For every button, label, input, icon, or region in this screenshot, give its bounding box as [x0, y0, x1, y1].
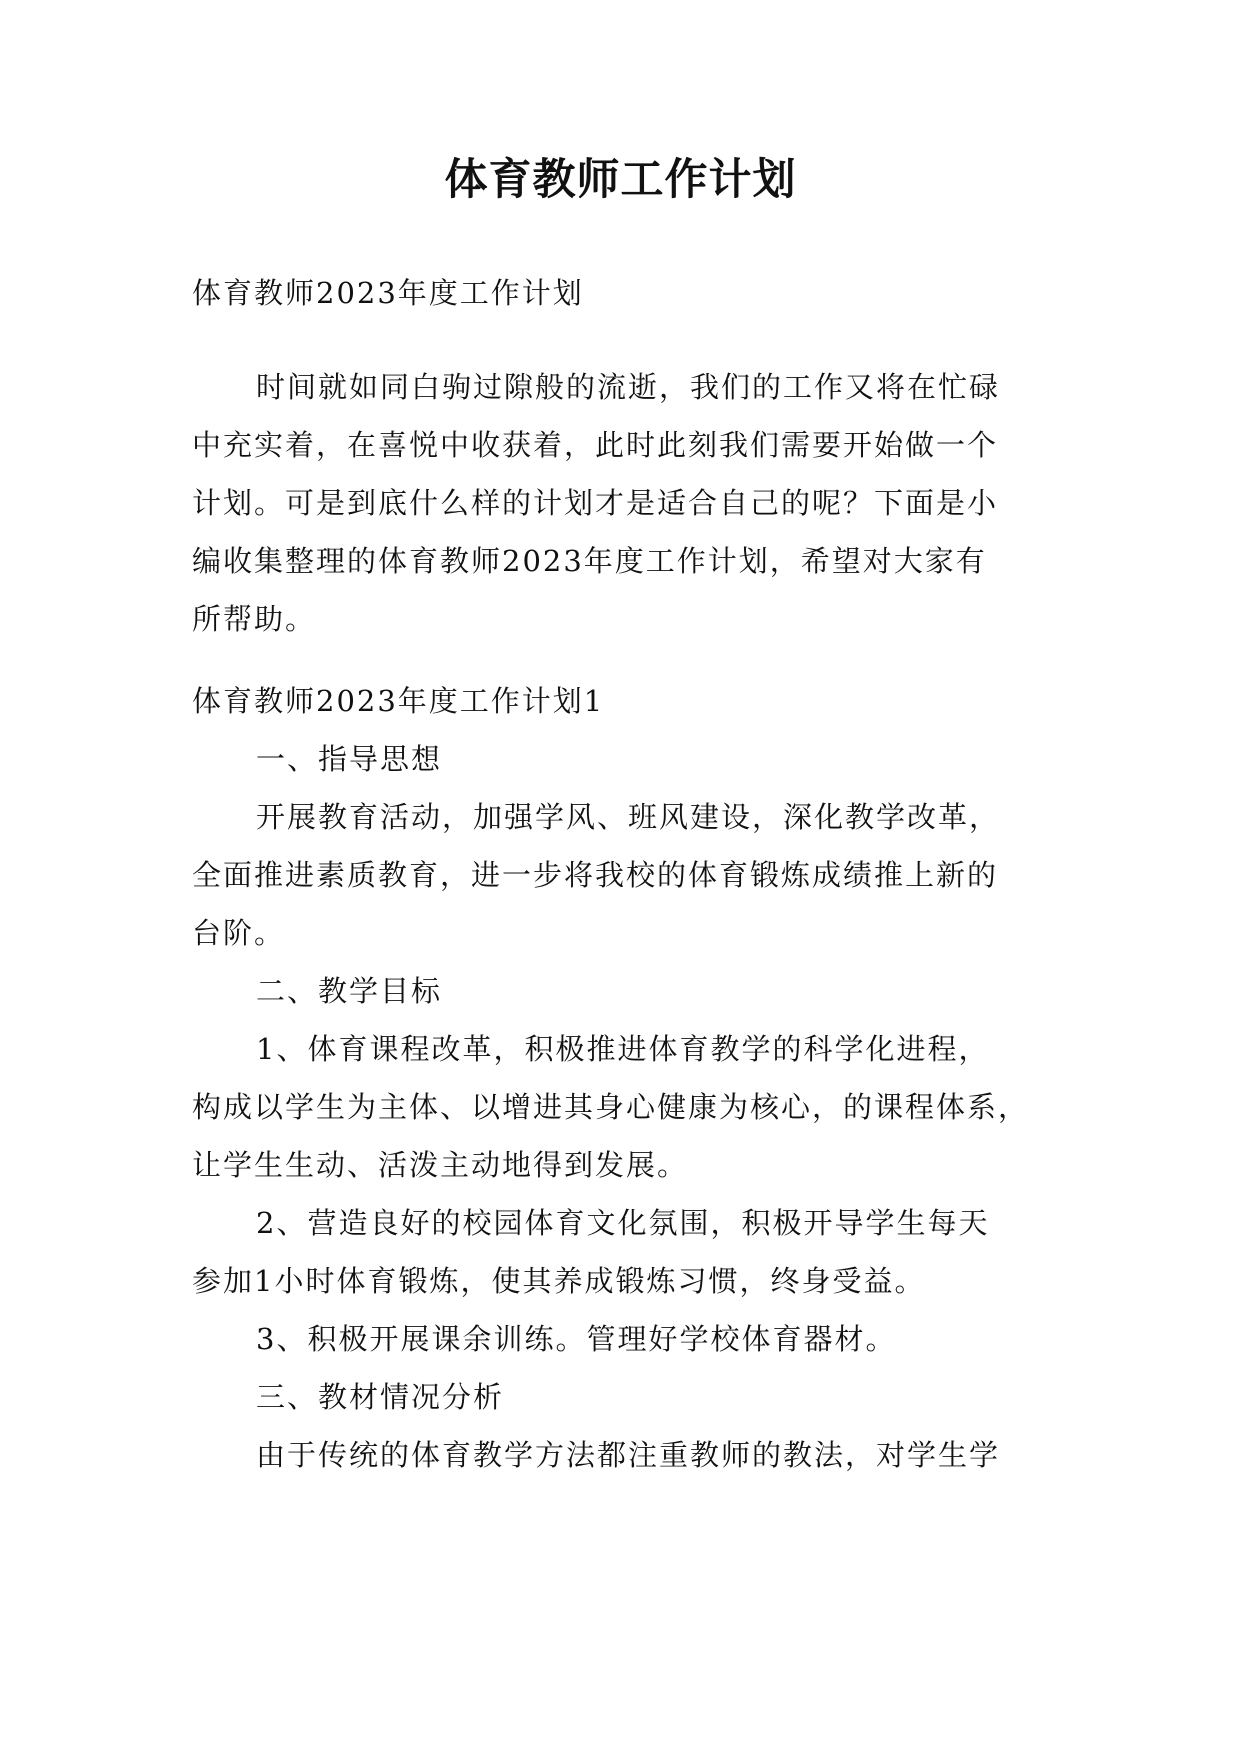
intro-line: 编收集整理的体育教师2023年度工作计划，希望对大家有: [192, 544, 987, 578]
intro-line: 时间就如同白驹过隙般的流逝，我们的工作又将在忙碌: [256, 370, 1001, 404]
heading-guiding-thought: 一、指导思想: [256, 742, 443, 776]
intro-line: 中充实着，在喜悦中收获着，此时此刻我们需要开始做一个: [192, 428, 999, 462]
paragraph-line: 全面推进素质教育，进一步将我校的体育锻炼成绩推上新的: [192, 858, 999, 892]
goal-line: 让学生生动、活泼主动地得到发展。: [192, 1148, 689, 1182]
paragraph-line: 台阶。: [192, 916, 286, 950]
intro-line: 计划。可是到底什么样的计划才是适合自己的呢？下面是小: [192, 486, 999, 520]
section-body: [192, 730, 1060, 1484]
goal-line: 构成以学生为主体、以增进其身心健康为核心，的课程体系，: [192, 1090, 1030, 1124]
goal-line: 1、体育课程改革，积极推进体育教学的科学化进程，: [256, 1032, 990, 1066]
document-subtitle: 体育教师2023年度工作计划: [192, 276, 584, 310]
document-title: 体育教师工作计划: [444, 155, 797, 205]
goal-line: 参加1小时体育锻炼，使其养成锻炼习惯，终身受益。: [192, 1264, 926, 1298]
paragraph-line: 由于传统的体育教学方法都注重教师的教法，对学生学: [256, 1438, 1001, 1472]
intro-paragraph: [192, 358, 1060, 648]
goal-line: 3、积极开展课余训练。管理好学校体育器材。: [256, 1322, 897, 1356]
heading-material-analysis: 三、教材情况分析: [256, 1380, 505, 1414]
heading-teaching-goals: 二、教学目标: [256, 974, 443, 1008]
section-title: 体育教师2023年度工作计划1: [192, 684, 605, 718]
intro-line: 所帮助。: [192, 602, 317, 636]
goal-line: 2、营造良好的校园体育文化氛围，积极开导学生每天: [256, 1206, 990, 1240]
paragraph-line: 开展教育活动，加强学风、班风建设，深化教学改革，: [256, 800, 1001, 834]
